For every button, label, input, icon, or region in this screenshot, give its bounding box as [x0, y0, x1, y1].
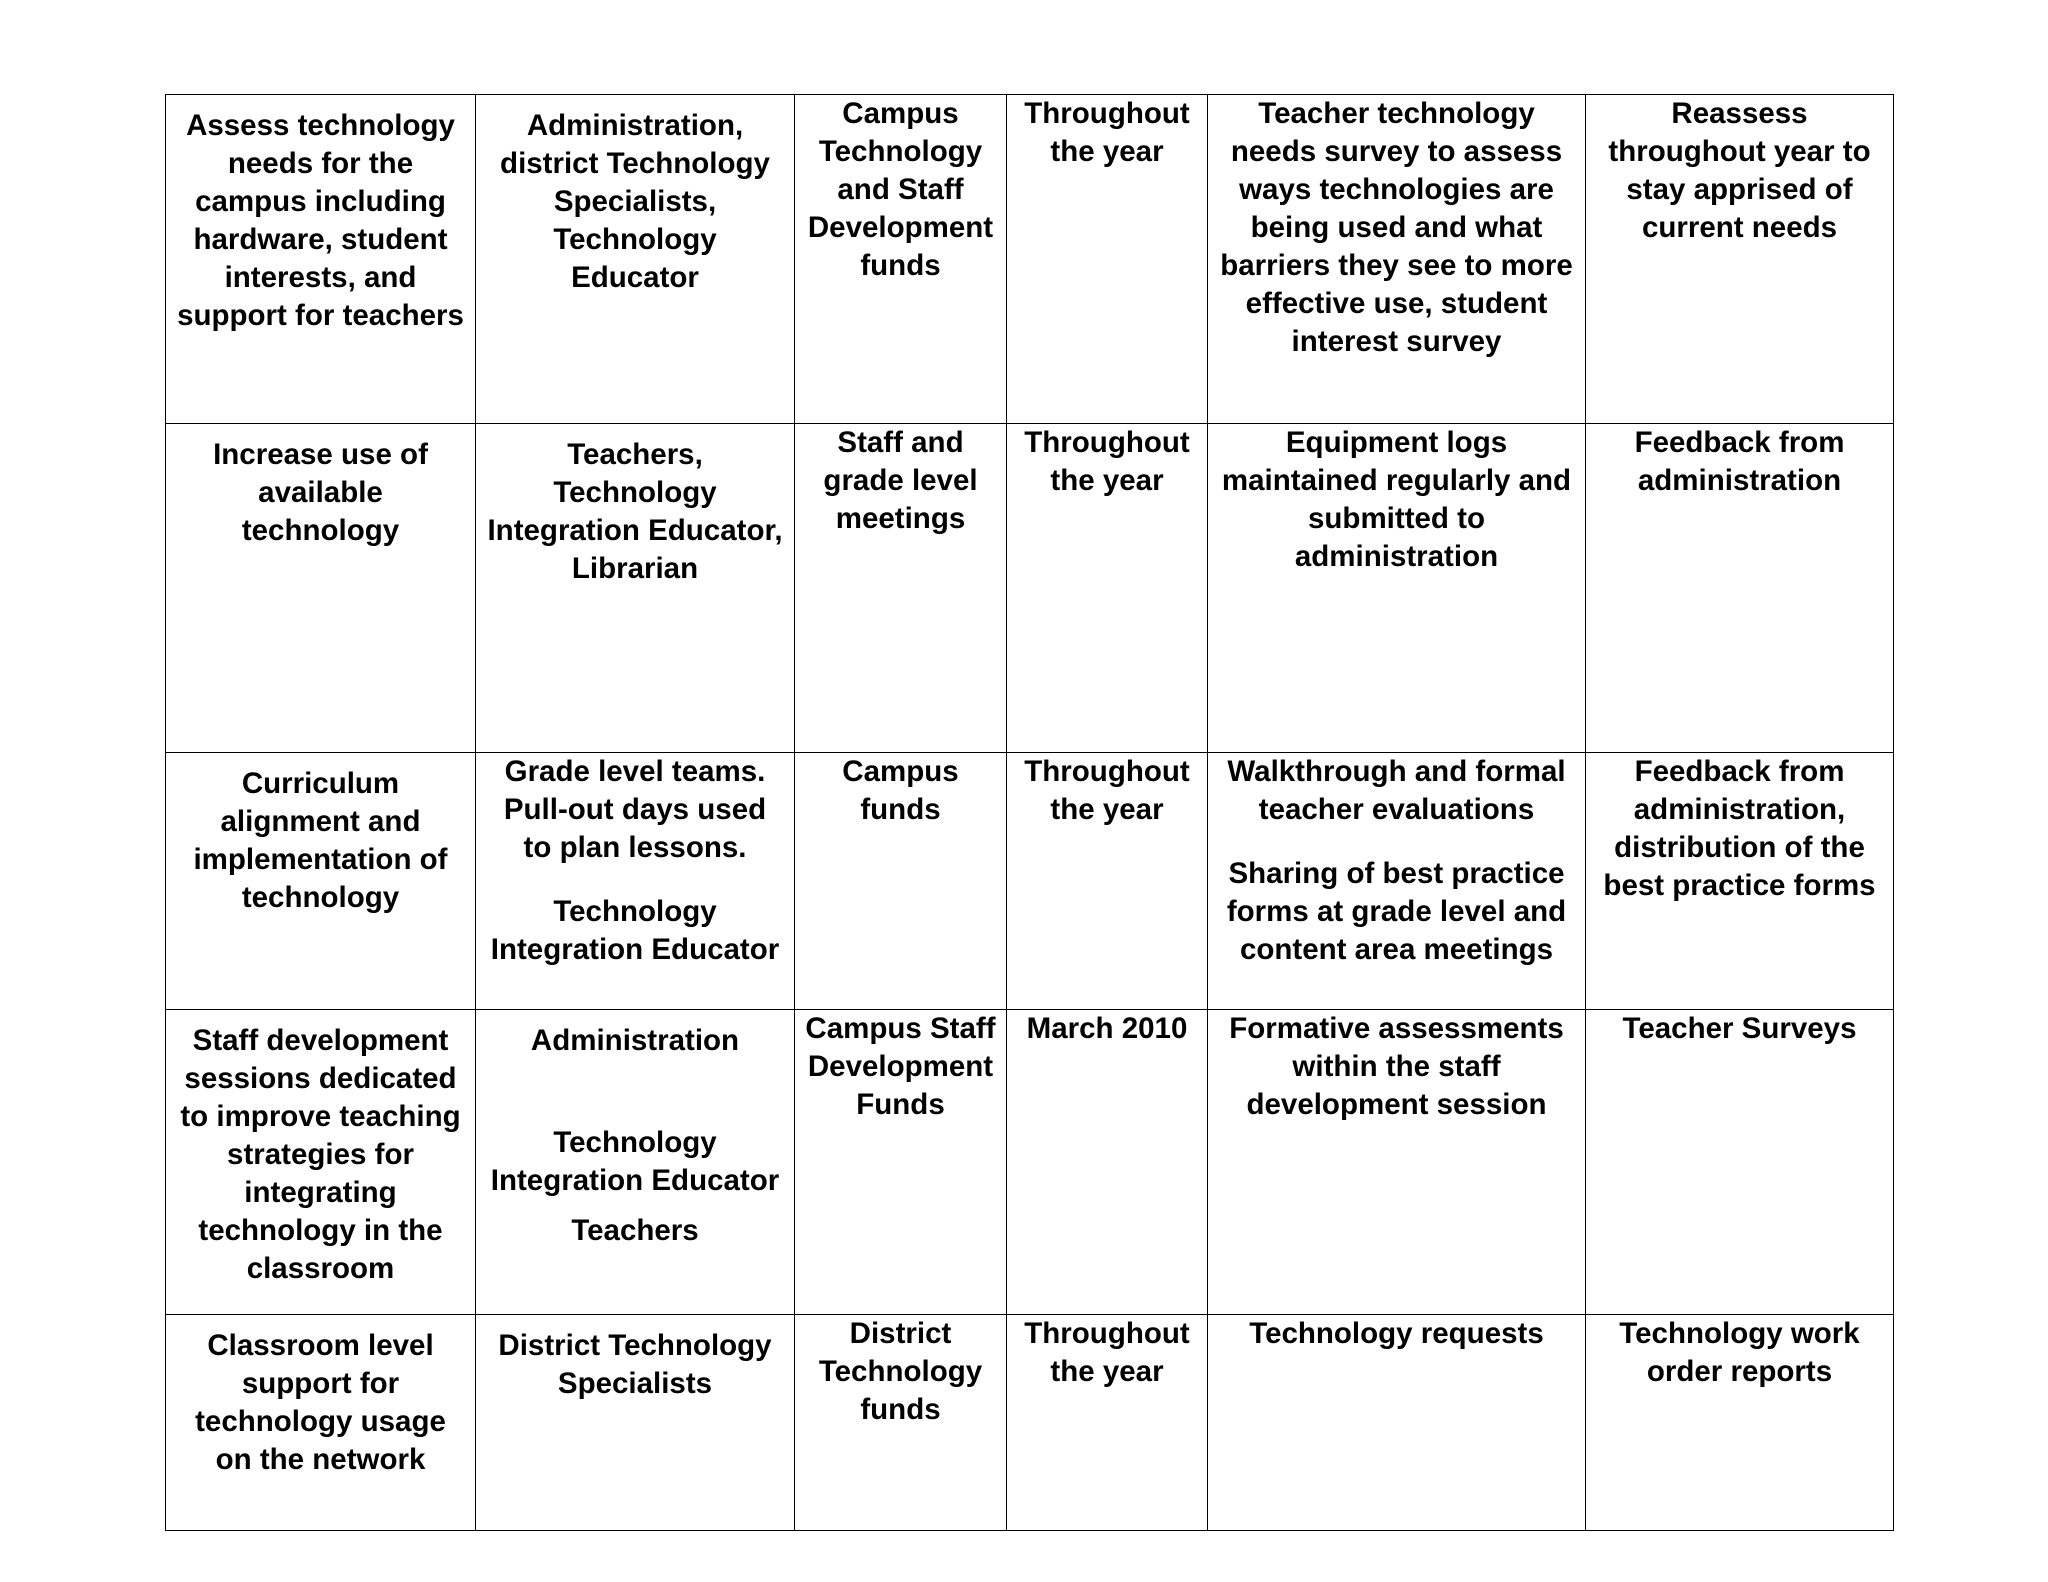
evaluation-cell: [1586, 1010, 1894, 1315]
evidence-cell: [1208, 95, 1586, 424]
evidence-cell: [1208, 753, 1586, 1010]
evidence-text: Walkthrough and formal teacher evaluations: [1227, 755, 1566, 826]
responsible-text: Teachers: [571, 1214, 699, 1247]
responsible-text: Administration: [530, 1024, 740, 1057]
timeline-cell: [1007, 95, 1208, 424]
evaluation-cell: [1586, 424, 1894, 753]
goal-text: Assess technology needs for the campus including hardware, student interests, and support for teachers: [177, 109, 464, 332]
goal-cell: [166, 753, 476, 1010]
responsible-text: Teachers, Technology Integration Educator, Librarian: [487, 438, 783, 585]
table-row: [166, 753, 1894, 1010]
table-row: [166, 95, 1894, 424]
timeline-text: Throughout the year: [1024, 97, 1190, 168]
resources-text: Staff and grade level meetings: [823, 426, 978, 535]
responsible-cell: [476, 753, 795, 1010]
evidence-cell: [1208, 1010, 1586, 1315]
evidence-text: Technology requests: [1249, 1317, 1544, 1350]
timeline-cell: [1007, 1315, 1208, 1531]
timeline-cell: [1007, 424, 1208, 753]
table-row: [166, 1010, 1894, 1315]
technology-plan-table: [165, 94, 1894, 1531]
table-row: [166, 424, 1894, 753]
resources-cell: [795, 753, 1007, 1010]
timeline-text: March 2010: [1026, 1012, 1188, 1045]
evaluation-text: Reassess throughout year to stay apprised of current needs: [1608, 97, 1871, 244]
evidence-text: Formative assessments within the staff development session: [1229, 1012, 1564, 1121]
goal-text: Curriculum alignment and implementation of technology: [193, 767, 448, 914]
evidence-text: Equipment logs maintained regularly and submitted to administration: [1221, 426, 1572, 573]
goal-cell: [166, 1315, 476, 1531]
responsible-text: Technology Integration Educator: [490, 895, 780, 966]
table-row: [166, 1315, 1894, 1531]
responsible-cell: [476, 1315, 795, 1531]
goal-cell: [166, 95, 476, 424]
timeline-cell: [1007, 1010, 1208, 1315]
evaluation-text: Technology work order reports: [1619, 1317, 1860, 1388]
goal-cell: [166, 1010, 476, 1315]
evidence-cell: [1208, 1315, 1586, 1531]
evaluation-cell: [1586, 1315, 1894, 1531]
goal-text: Classroom level support for technology usage on the network: [195, 1329, 446, 1476]
timeline-text: Throughout the year: [1024, 426, 1190, 497]
evaluation-text: Feedback from administration: [1634, 426, 1845, 497]
responsible-text: Technology Integration Educator: [490, 1126, 780, 1197]
evaluation-cell: [1586, 753, 1894, 1010]
goal-cell: [166, 424, 476, 753]
responsible-cell: [476, 1010, 795, 1315]
evidence-text: Sharing of best practice forms at grade level and content area meetings: [1226, 857, 1567, 966]
resources-text: District Technology funds: [818, 1317, 983, 1426]
resources-text: Campus Technology and Staff Development funds: [807, 97, 994, 282]
responsible-text: Administration, district Technology Specialists, Technology Educator: [500, 109, 770, 294]
timeline-text: Throughout the year: [1024, 1317, 1190, 1388]
timeline-text: Throughout the year: [1024, 755, 1190, 826]
responsible-text: Grade level teams. Pull-out days used to plan lessons.: [503, 755, 767, 864]
evidence-cell: [1208, 424, 1586, 753]
resources-cell: [795, 1315, 1007, 1531]
evaluation-text: Teacher Surveys: [1622, 1012, 1857, 1045]
goal-text: Staff development sessions dedicated to improve teaching strategies for integrating technology in the classroom: [180, 1024, 461, 1285]
evaluation-cell: [1586, 95, 1894, 424]
goal-text: Increase use of available technology: [213, 438, 428, 547]
responsible-cell: [476, 424, 795, 753]
timeline-cell: [1007, 753, 1208, 1010]
resources-cell: [795, 424, 1007, 753]
responsible-text: District Technology Specialists: [498, 1329, 772, 1400]
resources-cell: [795, 95, 1007, 424]
evidence-text: Teacher technology needs survey to assess ways technologies are being used and what barriers they see to more effective use, student interest survey: [1220, 97, 1573, 358]
resources-text: Campus Staff Development Funds: [805, 1012, 996, 1121]
evaluation-text: Feedback from administration, distribution of the best practice forms: [1603, 755, 1876, 902]
resources-text: Campus funds: [842, 755, 959, 826]
resources-cell: [795, 1010, 1007, 1315]
responsible-cell: [476, 95, 795, 424]
